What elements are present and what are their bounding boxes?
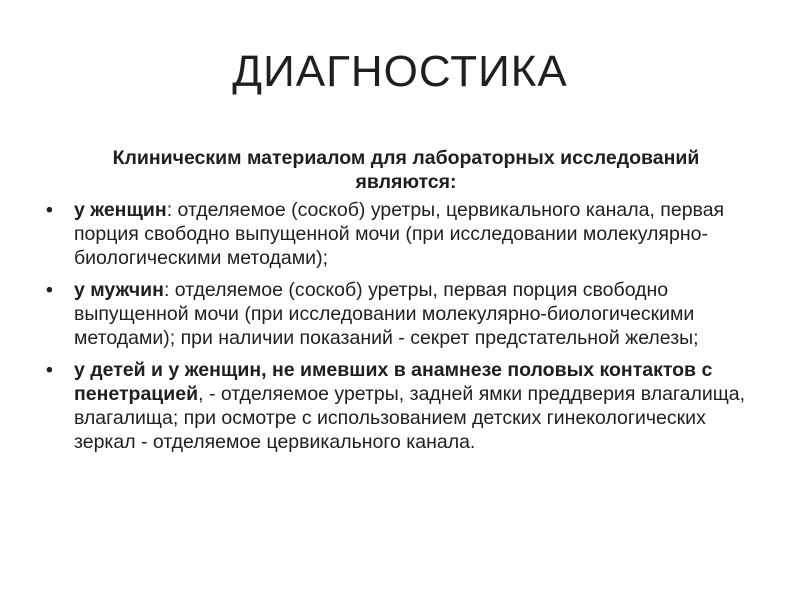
slide-title: ДИАГНОСТИКА xyxy=(232,47,568,96)
bullet-text: , - отделяемое уретры, задней ямки преддверия влагалища, влагалища; при осмотре с использованием детских гинекологических зеркал - отделяемое цервикального канала. xyxy=(74,383,746,453)
bullet-lead: у мужчин xyxy=(74,279,164,301)
bullet-text: : отделяемое (соскоб) уретры, первая порция свободно выпущенной мочи (при исследовании молекулярно-биологическими методами); при наличии показаний - секрет предстательной железы; xyxy=(74,279,699,349)
bullet-lead: у детей и у женщин, не имевших в анамнезе половых контактов с пенетрацией xyxy=(74,359,713,405)
bullet-icon: • xyxy=(46,279,53,301)
bullet-text: : отделяемое (соскоб) уретры, цервикального канала, первая порция свободно выпущенной мочи (при исследовании молекулярно- биологическими методами); xyxy=(74,199,725,269)
bullet-icon: • xyxy=(46,199,53,221)
bullet-item-men xyxy=(46,278,746,350)
bullet-item-women xyxy=(46,198,746,270)
bullet-icon: • xyxy=(46,359,53,381)
bullet-item-children xyxy=(46,358,746,454)
intro-text: Клиническим материалом для лабораторных исследований являются: xyxy=(112,147,700,193)
slide-content xyxy=(46,146,746,462)
bullet-lead: у женщин xyxy=(74,199,167,221)
bullet-list xyxy=(46,198,746,454)
